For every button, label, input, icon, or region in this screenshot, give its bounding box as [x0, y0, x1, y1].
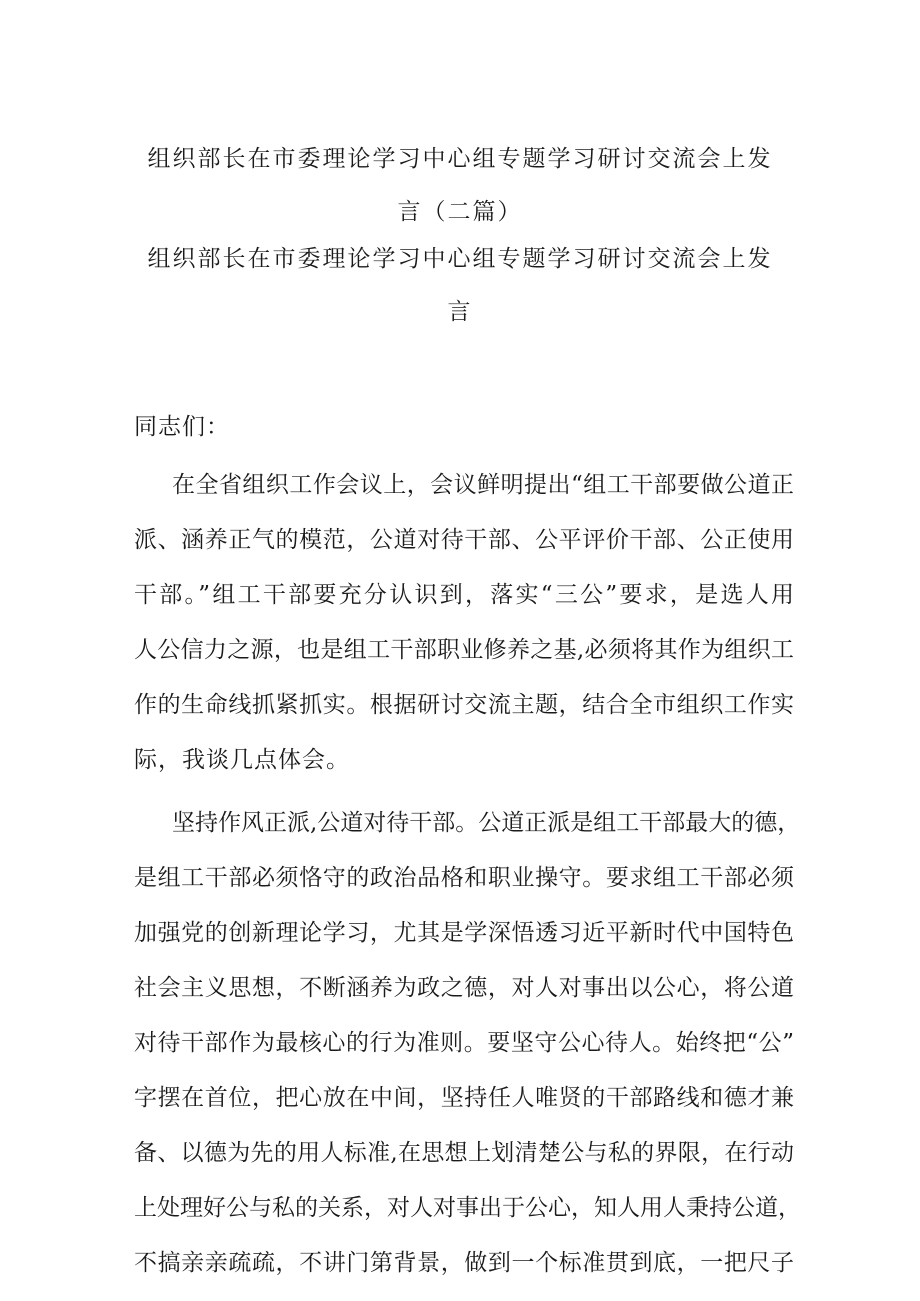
paragraph-1-line: 作的生命线抓紧抓实。根据研讨交流主题，结合全市组织工作实	[134, 692, 794, 718]
paragraph-2-line: 是组工干部必须恪守的政治品格和职业操守。要求组工干部必须	[134, 865, 794, 891]
paragraph-1-line: 际，我谈几点体会。	[134, 747, 350, 773]
paragraph-1-line: 人公信力之源，也是组工干部职业修养之基,必须将其作为组织工	[134, 637, 794, 663]
paragraph-2-line: 加强党的创新理论学习，尤其是学深悟透习近平新时代中国特色	[134, 920, 794, 946]
paragraph-2-line: 社会主义思想，不断涵养为政之德，对人对事出以公心，将公道	[134, 975, 794, 1001]
document-title-line-2: 言（二篇）	[397, 199, 523, 225]
paragraph-2-line: 对待干部作为最核心的行为准则。要坚守公心待人。始终把“公”	[134, 1030, 794, 1056]
paragraph-2-line: 坚持作风正派,公道对待干部。公道正派是组工干部最大的德，	[172, 810, 801, 836]
salutation: 同志们：	[134, 414, 230, 440]
paragraph-1-line: 在全省组织工作会议上，会议鲜明提出“组工干部要做公道正	[172, 472, 794, 498]
document-title-line-3: 组织部长在市委理论学习中心组专题学习研讨交流会上发	[147, 246, 773, 272]
document-title-line-1: 组织部长在市委理论学习中心组专题学习研讨交流会上发	[147, 146, 773, 172]
paragraph-1-line: 派、涵养正气的模范，公道对待干部、公平评价干部、公正使用	[134, 527, 794, 553]
paragraph-1-line: 干部。”组工干部要充分认识到，落实“三公”要求，是选人用	[134, 582, 794, 608]
paragraph-2-line: 上处理好公与私的关系，对人对事出于公心，知人用人秉持公道，	[134, 1195, 801, 1221]
paragraph-2-line: 不搞亲亲疏疏，不讲门第背景，做到一个标准贯到底，一把尺子	[134, 1250, 794, 1276]
paragraph-2-line: 字摆在首位，把心放在中间，坚持任人唯贤的干部路线和德才兼	[134, 1085, 794, 1111]
document-title-line-4: 言	[447, 299, 473, 325]
paragraph-2-line: 备、以德为先的用人标准,在思想上划清楚公与私的界限，在行动	[134, 1140, 794, 1166]
